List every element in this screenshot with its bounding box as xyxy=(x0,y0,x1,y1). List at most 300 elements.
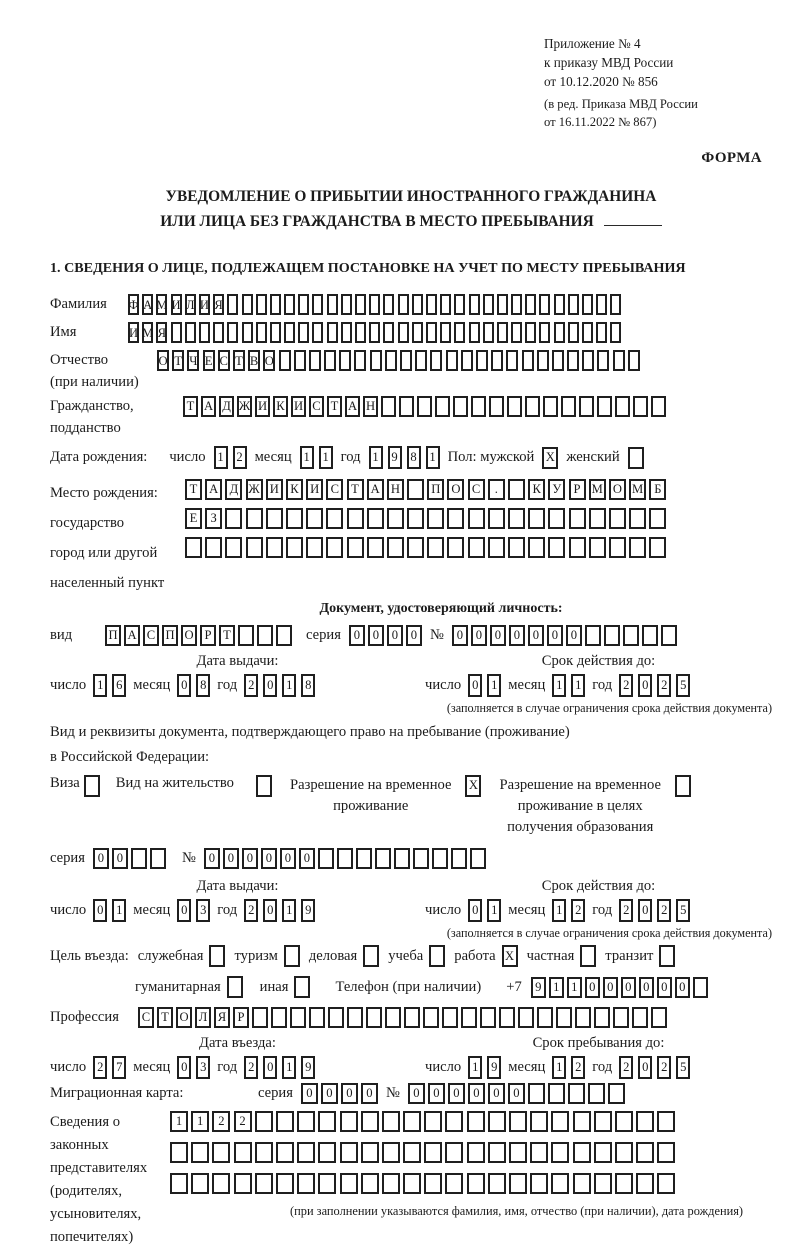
form-cell[interactable] xyxy=(212,1142,230,1163)
form-cell[interactable]: М xyxy=(589,479,606,500)
form-cell[interactable] xyxy=(271,1007,287,1028)
form-cell[interactable]: И xyxy=(171,294,182,315)
form-cell[interactable] xyxy=(256,294,267,315)
doc-series-input[interactable] xyxy=(349,625,422,646)
form-cell[interactable] xyxy=(369,294,380,315)
form-cell[interactable]: Р xyxy=(233,1007,249,1028)
form-cell[interactable] xyxy=(568,294,579,315)
form-cell[interactable]: 1 xyxy=(282,899,296,922)
form-cell[interactable] xyxy=(623,625,639,646)
form-cell[interactable]: 0 xyxy=(177,899,191,922)
form-cell[interactable] xyxy=(385,350,397,371)
form-cell[interactable]: 6 xyxy=(112,674,126,697)
form-cell[interactable] xyxy=(191,1142,209,1163)
form-cell[interactable]: 0 xyxy=(112,848,128,869)
form-cell[interactable] xyxy=(649,508,666,529)
form-cell[interactable]: У xyxy=(548,479,565,500)
doc-valid-day-input[interactable] xyxy=(468,674,501,697)
form-cell[interactable] xyxy=(327,294,338,315)
form-cell[interactable] xyxy=(242,322,253,343)
form-cell[interactable] xyxy=(539,294,550,315)
representatives-input-2[interactable] xyxy=(170,1142,743,1163)
form-cell[interactable]: К xyxy=(273,396,288,417)
form-cell[interactable]: 0 xyxy=(639,977,654,998)
form-cell[interactable] xyxy=(569,537,586,558)
form-cell[interactable] xyxy=(191,1173,209,1194)
form-cell[interactable] xyxy=(276,1173,294,1194)
stay-month-input[interactable] xyxy=(552,1056,585,1079)
form-cell[interactable] xyxy=(467,1111,485,1132)
form-cell[interactable]: Е xyxy=(203,350,215,371)
form-cell[interactable]: Ф xyxy=(128,294,139,315)
form-cell[interactable] xyxy=(205,537,222,558)
form-cell[interactable]: 0 xyxy=(448,1083,465,1104)
form-cell[interactable]: Н xyxy=(387,479,404,500)
form-cell[interactable]: Л xyxy=(185,294,196,315)
form-cell[interactable] xyxy=(608,1083,625,1104)
form-cell[interactable] xyxy=(170,1173,188,1194)
form-cell[interactable] xyxy=(636,1173,654,1194)
form-cell[interactable] xyxy=(297,1111,315,1132)
form-cell[interactable]: Ж xyxy=(246,479,263,500)
form-cell[interactable] xyxy=(569,508,586,529)
form-cell[interactable]: 0 xyxy=(361,1083,378,1104)
form-cell[interactable] xyxy=(554,322,565,343)
form-cell[interactable] xyxy=(497,322,508,343)
form-cell[interactable] xyxy=(255,1173,273,1194)
form-cell[interactable] xyxy=(693,977,708,998)
form-cell[interactable] xyxy=(509,1111,527,1132)
form-cell[interactable] xyxy=(246,537,263,558)
doc-issue-month-input[interactable] xyxy=(177,674,210,697)
form-cell[interactable] xyxy=(367,508,384,529)
stay-day-input[interactable] xyxy=(468,1056,501,1079)
form-cell[interactable]: 2 xyxy=(244,1056,258,1079)
form-cell[interactable] xyxy=(407,537,424,558)
temp-residence-checkbox[interactable] xyxy=(465,775,481,797)
form-cell[interactable] xyxy=(528,1083,545,1104)
form-cell[interactable] xyxy=(170,1142,188,1163)
form-cell[interactable]: Е xyxy=(185,508,202,529)
form-cell[interactable]: 8 xyxy=(407,446,421,469)
form-cell[interactable] xyxy=(252,1007,268,1028)
form-cell[interactable]: А xyxy=(345,396,360,417)
res-series-input[interactable] xyxy=(93,848,166,869)
form-cell[interactable]: 5 xyxy=(676,899,690,922)
form-cell[interactable] xyxy=(171,322,182,343)
form-cell[interactable] xyxy=(628,447,644,469)
form-cell[interactable]: . xyxy=(488,479,505,500)
form-cell[interactable] xyxy=(318,848,334,869)
form-cell[interactable]: 0 xyxy=(387,625,403,646)
form-cell[interactable] xyxy=(394,848,410,869)
form-cell[interactable]: О xyxy=(181,625,197,646)
form-cell[interactable]: И xyxy=(255,396,270,417)
form-cell[interactable] xyxy=(594,1007,610,1028)
official-checkbox[interactable] xyxy=(209,945,225,967)
form-cell[interactable]: 0 xyxy=(657,977,672,998)
form-cell[interactable]: 1 xyxy=(468,1056,482,1079)
form-cell[interactable] xyxy=(209,945,225,967)
form-cell[interactable] xyxy=(413,848,429,869)
form-cell[interactable] xyxy=(318,1111,336,1132)
form-cell[interactable] xyxy=(453,396,468,417)
form-cell[interactable] xyxy=(573,1142,591,1163)
form-cell[interactable]: 0 xyxy=(468,899,482,922)
form-cell[interactable]: 1 xyxy=(93,674,107,697)
form-cell[interactable]: 0 xyxy=(223,848,239,869)
form-cell[interactable] xyxy=(488,537,505,558)
form-cell[interactable] xyxy=(530,1111,548,1132)
form-cell[interactable] xyxy=(551,1111,569,1132)
form-cell[interactable] xyxy=(539,322,550,343)
form-cell[interactable] xyxy=(497,294,508,315)
form-cell[interactable]: 0 xyxy=(675,977,690,998)
form-cell[interactable] xyxy=(354,350,366,371)
form-cell[interactable] xyxy=(340,1173,358,1194)
form-cell[interactable] xyxy=(551,1142,569,1163)
representatives-input-1[interactable] xyxy=(170,1111,743,1132)
form-cell[interactable] xyxy=(573,1111,591,1132)
form-cell[interactable]: Т xyxy=(157,1007,173,1028)
form-cell[interactable]: 1 xyxy=(170,1111,188,1132)
form-cell[interactable] xyxy=(522,350,534,371)
form-cell[interactable]: Т xyxy=(219,625,235,646)
form-cell[interactable] xyxy=(423,1007,439,1028)
form-cell[interactable]: 0 xyxy=(261,848,277,869)
form-cell[interactable]: О xyxy=(157,350,169,371)
form-cell[interactable]: 8 xyxy=(196,674,210,697)
form-cell[interactable]: X xyxy=(465,775,481,797)
form-cell[interactable] xyxy=(597,350,609,371)
form-cell[interactable]: Л xyxy=(195,1007,211,1028)
form-cell[interactable] xyxy=(276,625,292,646)
form-cell[interactable] xyxy=(284,945,300,967)
form-cell[interactable] xyxy=(227,322,238,343)
form-cell[interactable]: 0 xyxy=(508,1083,525,1104)
form-cell[interactable] xyxy=(525,322,536,343)
form-cell[interactable] xyxy=(266,537,283,558)
form-cell[interactable]: 8 xyxy=(301,674,315,697)
form-cell[interactable] xyxy=(361,1173,379,1194)
form-cell[interactable] xyxy=(511,322,522,343)
form-cell[interactable]: 0 xyxy=(490,625,506,646)
form-cell[interactable]: 1 xyxy=(549,977,564,998)
form-cell[interactable] xyxy=(488,1111,506,1132)
study-checkbox[interactable] xyxy=(429,945,445,967)
form-cell[interactable] xyxy=(424,1173,442,1194)
temp-residence-edu-checkbox[interactable] xyxy=(675,775,691,797)
form-cell[interactable] xyxy=(615,396,630,417)
form-cell[interactable]: 2 xyxy=(234,1111,252,1132)
form-cell[interactable] xyxy=(511,294,522,315)
form-cell[interactable] xyxy=(613,350,625,371)
form-cell[interactable] xyxy=(568,322,579,343)
doc-issue-day-input[interactable] xyxy=(93,674,126,697)
form-cell[interactable] xyxy=(407,508,424,529)
form-cell[interactable] xyxy=(556,1007,572,1028)
form-cell[interactable]: С xyxy=(326,479,343,500)
form-cell[interactable] xyxy=(430,350,442,371)
form-cell[interactable] xyxy=(483,294,494,315)
form-cell[interactable]: 0 xyxy=(321,1083,338,1104)
form-cell[interactable]: 1 xyxy=(282,1056,296,1079)
form-cell[interactable] xyxy=(238,625,254,646)
form-cell[interactable] xyxy=(234,1173,252,1194)
form-cell[interactable] xyxy=(567,350,579,371)
form-cell[interactable] xyxy=(615,1173,633,1194)
form-cell[interactable] xyxy=(255,1111,273,1132)
form-cell[interactable]: Т xyxy=(327,396,342,417)
form-cell[interactable]: 1 xyxy=(369,446,383,469)
form-cell[interactable] xyxy=(568,1083,585,1104)
form-cell[interactable] xyxy=(537,350,549,371)
form-cell[interactable]: 0 xyxy=(428,1083,445,1104)
form-cell[interactable] xyxy=(525,396,540,417)
form-cell[interactable] xyxy=(628,350,640,371)
form-cell[interactable] xyxy=(537,1007,553,1028)
doc-kind-input[interactable] xyxy=(105,625,292,646)
form-cell[interactable] xyxy=(461,350,473,371)
form-cell[interactable] xyxy=(585,625,601,646)
form-cell[interactable]: 0 xyxy=(638,1056,652,1079)
form-cell[interactable] xyxy=(398,294,409,315)
form-cell[interactable]: 0 xyxy=(93,848,109,869)
given-name-input[interactable] xyxy=(128,322,621,343)
form-cell[interactable] xyxy=(467,1173,485,1194)
form-cell[interactable]: Д xyxy=(225,479,242,500)
form-cell[interactable]: 0 xyxy=(406,625,422,646)
form-cell[interactable] xyxy=(491,350,503,371)
form-cell[interactable] xyxy=(403,1173,421,1194)
birth-day-input[interactable] xyxy=(214,446,247,469)
form-cell[interactable] xyxy=(341,322,352,343)
form-cell[interactable]: 1 xyxy=(112,899,126,922)
form-cell[interactable] xyxy=(468,508,485,529)
profession-input[interactable] xyxy=(138,1007,667,1028)
form-cell[interactable] xyxy=(286,508,303,529)
form-cell[interactable] xyxy=(432,848,448,869)
form-cell[interactable]: 5 xyxy=(676,1056,690,1079)
form-cell[interactable]: И xyxy=(128,322,139,343)
form-cell[interactable] xyxy=(242,294,253,315)
mig-series-input[interactable] xyxy=(301,1083,378,1104)
form-cell[interactable]: И xyxy=(199,294,210,315)
form-cell[interactable] xyxy=(400,350,412,371)
doc-number-input[interactable] xyxy=(452,625,677,646)
form-cell[interactable] xyxy=(339,350,351,371)
form-cell[interactable] xyxy=(412,294,423,315)
form-cell[interactable] xyxy=(508,537,525,558)
form-cell[interactable] xyxy=(367,537,384,558)
doc-valid-month-input[interactable] xyxy=(552,674,585,697)
form-cell[interactable]: 0 xyxy=(177,1056,191,1079)
entry-year-input[interactable] xyxy=(244,1056,315,1079)
form-cell[interactable]: 9 xyxy=(301,1056,315,1079)
form-cell[interactable]: М xyxy=(156,294,167,315)
form-cell[interactable]: 0 xyxy=(408,1083,425,1104)
form-cell[interactable] xyxy=(426,322,437,343)
form-cell[interactable] xyxy=(363,945,379,967)
form-cell[interactable]: 3 xyxy=(196,1056,210,1079)
form-cell[interactable] xyxy=(284,322,295,343)
form-cell[interactable] xyxy=(318,1173,336,1194)
form-cell[interactable]: 0 xyxy=(93,899,107,922)
form-cell[interactable]: А xyxy=(205,479,222,500)
form-cell[interactable]: 9 xyxy=(531,977,546,998)
form-cell[interactable] xyxy=(370,350,382,371)
form-cell[interactable]: Р xyxy=(200,625,216,646)
form-cell[interactable] xyxy=(312,294,323,315)
form-cell[interactable] xyxy=(361,1142,379,1163)
entry-day-input[interactable] xyxy=(93,1056,126,1079)
form-cell[interactable]: К xyxy=(286,479,303,500)
form-cell[interactable] xyxy=(442,1007,458,1028)
sex-male-checkbox[interactable] xyxy=(542,447,558,469)
form-cell[interactable] xyxy=(552,350,564,371)
form-cell[interactable] xyxy=(451,848,467,869)
res-issue-month-input[interactable] xyxy=(177,899,210,922)
form-cell[interactable] xyxy=(225,537,242,558)
form-cell[interactable] xyxy=(509,1142,527,1163)
form-cell[interactable]: 1 xyxy=(282,674,296,697)
form-cell[interactable]: П xyxy=(427,479,444,500)
form-cell[interactable] xyxy=(382,1111,400,1132)
form-cell[interactable] xyxy=(429,945,445,967)
form-cell[interactable] xyxy=(326,537,343,558)
form-cell[interactable] xyxy=(375,848,391,869)
form-cell[interactable] xyxy=(185,322,196,343)
form-cell[interactable] xyxy=(412,322,423,343)
sex-female-checkbox[interactable] xyxy=(628,447,644,469)
phone-input[interactable] xyxy=(531,977,708,998)
form-cell[interactable] xyxy=(543,396,558,417)
form-cell[interactable]: 0 xyxy=(566,625,582,646)
res-issue-year-input[interactable] xyxy=(244,899,315,922)
form-cell[interactable] xyxy=(445,1142,463,1163)
form-cell[interactable]: М xyxy=(142,322,153,343)
form-cell[interactable]: 2 xyxy=(571,899,585,922)
form-cell[interactable] xyxy=(610,322,621,343)
form-cell[interactable]: О xyxy=(263,350,275,371)
form-cell[interactable]: А xyxy=(142,294,153,315)
form-cell[interactable] xyxy=(582,322,593,343)
form-cell[interactable] xyxy=(579,396,594,417)
form-cell[interactable] xyxy=(306,508,323,529)
form-cell[interactable] xyxy=(290,1007,306,1028)
form-cell[interactable]: 9 xyxy=(388,446,402,469)
form-cell[interactable]: 0 xyxy=(509,625,525,646)
form-cell[interactable]: 1 xyxy=(552,1056,566,1079)
form-cell[interactable]: И xyxy=(266,479,283,500)
form-cell[interactable]: X xyxy=(502,945,518,967)
private-checkbox[interactable] xyxy=(580,945,596,967)
form-cell[interactable] xyxy=(499,1007,515,1028)
form-cell[interactable] xyxy=(582,350,594,371)
form-cell[interactable] xyxy=(256,322,267,343)
form-cell[interactable]: 1 xyxy=(552,674,566,697)
form-cell[interactable] xyxy=(657,1173,675,1194)
form-cell[interactable]: 0 xyxy=(263,899,277,922)
form-cell[interactable] xyxy=(361,1111,379,1132)
form-cell[interactable]: Я xyxy=(214,1007,230,1028)
work-checkbox[interactable] xyxy=(502,945,518,967)
form-cell[interactable]: 0 xyxy=(242,848,258,869)
form-cell[interactable] xyxy=(84,775,100,797)
form-cell[interactable]: 0 xyxy=(638,899,652,922)
form-cell[interactable]: 5 xyxy=(676,674,690,697)
form-cell[interactable] xyxy=(284,294,295,315)
form-cell[interactable]: З xyxy=(205,508,222,529)
form-cell[interactable] xyxy=(575,1007,591,1028)
form-cell[interactable] xyxy=(454,294,465,315)
form-cell[interactable]: С xyxy=(138,1007,154,1028)
form-cell[interactable]: Я xyxy=(156,322,167,343)
form-cell[interactable] xyxy=(483,322,494,343)
form-cell[interactable] xyxy=(548,508,565,529)
form-cell[interactable]: Р xyxy=(569,479,586,500)
form-cell[interactable]: 0 xyxy=(638,674,652,697)
form-cell[interactable]: 1 xyxy=(487,899,501,922)
form-cell[interactable] xyxy=(382,1142,400,1163)
birth-year-input[interactable] xyxy=(369,446,440,469)
form-cell[interactable] xyxy=(528,508,545,529)
doc-issue-year-input[interactable] xyxy=(244,674,315,697)
form-cell[interactable]: 2 xyxy=(619,899,633,922)
form-cell[interactable] xyxy=(404,1007,420,1028)
citizenship-input[interactable] xyxy=(183,396,666,417)
form-cell[interactable] xyxy=(328,1007,344,1028)
form-cell[interactable] xyxy=(633,396,648,417)
form-cell[interactable] xyxy=(573,1173,591,1194)
form-cell[interactable] xyxy=(525,294,536,315)
form-cell[interactable] xyxy=(609,537,626,558)
form-cell[interactable] xyxy=(276,1111,294,1132)
form-cell[interactable]: 2 xyxy=(233,446,247,469)
form-cell[interactable]: 2 xyxy=(657,899,671,922)
form-cell[interactable] xyxy=(213,322,224,343)
form-cell[interactable] xyxy=(270,322,281,343)
form-cell[interactable] xyxy=(447,537,464,558)
form-cell[interactable] xyxy=(340,1111,358,1132)
form-cell[interactable] xyxy=(355,294,366,315)
form-cell[interactable] xyxy=(445,1173,463,1194)
form-cell[interactable] xyxy=(337,848,353,869)
form-cell[interactable]: Т xyxy=(347,479,364,500)
form-cell[interactable] xyxy=(469,294,480,315)
form-cell[interactable]: 1 xyxy=(426,446,440,469)
form-cell[interactable] xyxy=(403,1142,421,1163)
form-cell[interactable]: 1 xyxy=(567,977,582,998)
form-cell[interactable] xyxy=(381,396,396,417)
form-cell[interactable]: 0 xyxy=(280,848,296,869)
form-cell[interactable] xyxy=(256,775,272,797)
form-cell[interactable]: 0 xyxy=(585,977,600,998)
tourism-checkbox[interactable] xyxy=(284,945,300,967)
form-cell[interactable]: 0 xyxy=(263,674,277,697)
form-cell[interactable] xyxy=(150,848,166,869)
form-cell[interactable] xyxy=(548,1083,565,1104)
form-cell[interactable]: 2 xyxy=(571,1056,585,1079)
form-cell[interactable]: А xyxy=(367,479,384,500)
form-cell[interactable] xyxy=(507,396,522,417)
form-cell[interactable] xyxy=(279,350,291,371)
form-cell[interactable] xyxy=(488,1173,506,1194)
form-cell[interactable] xyxy=(297,1173,315,1194)
form-cell[interactable] xyxy=(312,322,323,343)
form-cell[interactable]: 2 xyxy=(93,1056,107,1079)
res-valid-month-input[interactable] xyxy=(552,899,585,922)
